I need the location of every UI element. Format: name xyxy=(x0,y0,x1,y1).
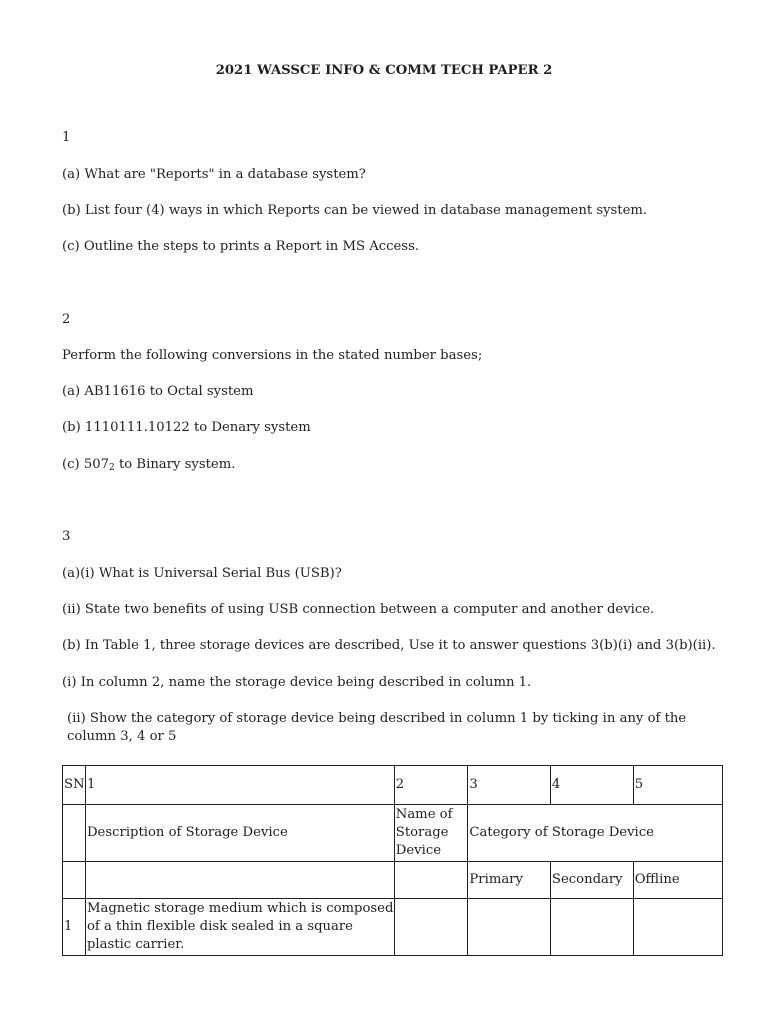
question-2-intro: Perform the following conversions in the stated number bases; xyxy=(62,348,483,363)
header-col-3: 3 xyxy=(468,766,551,805)
header-col-2: 2 xyxy=(394,766,468,805)
question-2-number: 2 xyxy=(62,312,71,327)
question-2c xyxy=(62,456,235,477)
question-2c-suffix: to Binary system. xyxy=(114,457,236,472)
storage-devices-table xyxy=(62,765,723,956)
row-secondary-cell xyxy=(550,899,633,956)
page-title: 2021 WASSCE INFO & COMM TECH PAPER 2 xyxy=(215,63,553,78)
question-3a-i: (a)(i) What is Universal Serial Bus (USB)? xyxy=(62,566,342,581)
category-secondary: Secondary xyxy=(550,862,633,899)
question-1-number: 1 xyxy=(62,130,71,145)
header-col-5: 5 xyxy=(633,766,722,805)
header-col-1: 1 xyxy=(85,766,394,805)
empty-cell xyxy=(63,862,86,899)
empty-cell xyxy=(63,805,86,862)
question-3b: (b) In Table 1, three storage devices are described, Use it to answer questions 3(b)(i) and 3(b)(ii). xyxy=(62,638,716,653)
header-col-4: 4 xyxy=(550,766,633,805)
category-offline: Offline xyxy=(633,862,722,899)
table-category-row xyxy=(63,862,723,899)
empty-cell xyxy=(394,862,468,899)
header-sn: SN xyxy=(63,766,86,805)
question-3b-i: (i) In column 2, name the storage device being described in column 1. xyxy=(62,675,532,690)
row-offline-cell xyxy=(633,899,722,956)
question-1b: (b) List four (4) ways in which Reports can be viewed in database management system. xyxy=(62,203,648,218)
table-row xyxy=(63,899,723,956)
row-description: Magnetic storage medium which is composed of a thin flexible disk sealed in a square plastic carrier. xyxy=(85,899,394,956)
question-2c-base: 2 xyxy=(109,463,115,473)
question-1c: (c) Outline the steps to prints a Report in MS Access. xyxy=(62,239,420,254)
question-2b: (b) 1110111.10122 to Denary system xyxy=(62,420,311,435)
category-header: Category of Storage Device xyxy=(468,805,723,862)
question-2c-prefix: (c) 507 xyxy=(62,457,110,472)
row-name-cell xyxy=(394,899,468,956)
name-header: Name of Storage Device xyxy=(394,805,468,862)
question-1a: (a) What are "Reports" in a database system? xyxy=(62,167,366,182)
question-3-number: 3 xyxy=(62,529,71,544)
question-3a-ii: (ii) State two benefits of using USB connection between a computer and another device. xyxy=(62,602,655,617)
category-primary: Primary xyxy=(468,862,551,899)
table-header-labels-row xyxy=(63,805,723,862)
table-header-numbers-row xyxy=(63,766,723,805)
question-2a: (a) AB11616 to Octal system xyxy=(62,384,254,399)
empty-cell xyxy=(85,862,394,899)
row-sn: 1 xyxy=(63,899,86,956)
description-header: Description of Storage Device xyxy=(85,805,394,862)
question-3b-ii: (ii) Show the category of storage device being described in column 1 by ticking in any of the column 3, 4 or 5 xyxy=(67,711,687,744)
row-primary-cell xyxy=(468,899,551,956)
